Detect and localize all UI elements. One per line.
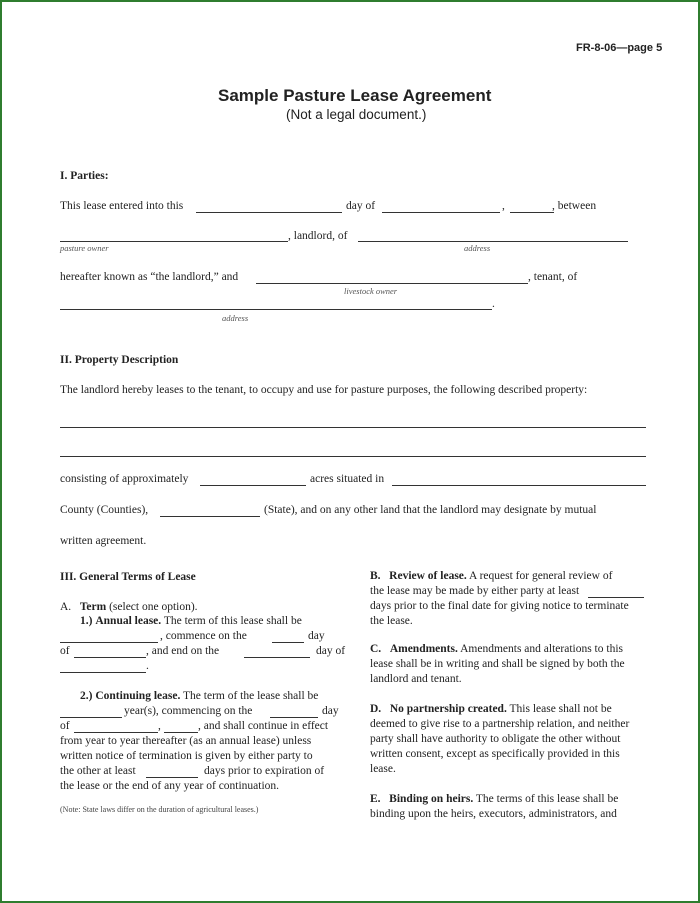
option1-day-of: day of xyxy=(316,645,346,657)
term-d-line4: written consent, except as specifically provided in this xyxy=(370,748,620,760)
option2-continue: , and shall continue in effect xyxy=(198,720,329,732)
continuing-years-blank xyxy=(60,717,122,718)
option2-text: The term of the lease shall be xyxy=(183,690,319,702)
parties-day-of: day of xyxy=(346,200,376,212)
continuing-start-day-blank xyxy=(270,717,318,718)
term-a-row xyxy=(60,601,198,613)
state-blank xyxy=(160,516,260,517)
written-agreement-text: written agreement. xyxy=(60,535,147,547)
option2-of: of xyxy=(60,720,70,732)
consisting-label: consisting of approximately xyxy=(60,473,189,485)
tenant-of-label: , tenant, of xyxy=(528,271,578,283)
parties-between: , between xyxy=(552,200,597,212)
option1-period: . xyxy=(146,660,149,672)
option2-commencing: year(s), commencing on the xyxy=(124,705,253,717)
option2-at-least: the other at least xyxy=(60,765,136,777)
annual-start-month-blank xyxy=(74,657,146,658)
acres-situated-label: acres situated in xyxy=(310,473,385,485)
option2-title: Continuing lease. xyxy=(95,690,181,702)
option2-line7: the lease or the end of any year of continuation. xyxy=(60,780,280,792)
tenant-address-period: . xyxy=(492,298,495,310)
term-a-select: (select one option). xyxy=(109,601,198,613)
term-c-line2: lease shall be in writing and shall be signed by both the xyxy=(370,658,625,670)
option1-number: 1.) xyxy=(80,615,93,627)
annual-term-blank xyxy=(60,642,158,643)
lease-year-blank xyxy=(510,212,554,213)
duration-note: (Note: State laws differ on the duration of agricultural leases.) xyxy=(60,805,259,814)
term-d-line3: party shall have authority to obligate the other without xyxy=(370,733,621,745)
caption-address-2: address xyxy=(222,313,249,323)
section-parties-heading: I. Parties: xyxy=(60,170,109,182)
lease-day-blank xyxy=(196,212,342,213)
option2-line4: from year to year thereafter (as an annual lease) unless xyxy=(60,735,312,747)
pasture-owner-blank xyxy=(60,241,288,242)
term-e-line2: binding upon the heirs, executors, administrators, and xyxy=(370,808,617,820)
landlord-address-blank xyxy=(358,241,628,242)
option2-days-prior: days prior to expiration of xyxy=(204,765,325,777)
option2-number: 2.) xyxy=(80,690,93,702)
option2-comma: , xyxy=(158,720,161,732)
term-d-line5: lease. xyxy=(370,763,396,775)
option1-day: day xyxy=(308,630,325,642)
term-d-line1: This lease shall not be xyxy=(509,703,612,715)
property-description-blank-1 xyxy=(60,427,646,428)
term-d-title: No partnership created. xyxy=(389,703,507,715)
caption-pasture-owner: pasture owner xyxy=(60,243,109,253)
option1-title: Annual lease. xyxy=(95,615,162,627)
term-b-line4: the lease. xyxy=(370,615,413,627)
livestock-owner-blank xyxy=(256,283,528,284)
term-c-label: C. xyxy=(370,643,382,655)
term-d-row xyxy=(370,703,612,715)
continuing-start-year-blank xyxy=(164,732,198,733)
annual-end-month-blank xyxy=(60,672,146,673)
term-c-title: Amendments. xyxy=(389,643,458,655)
option2-line5: written notice of termination is given by either party to xyxy=(60,750,313,762)
term-b-row xyxy=(370,570,612,582)
property-intro: The landlord hereby leases to the tenant, to occupy and use for pasture purposes, the following described property: xyxy=(60,384,588,396)
term-c-line1: Amendments and alterations to this xyxy=(460,643,623,655)
parties-comma: , xyxy=(502,200,505,212)
option2-day: day xyxy=(322,705,339,717)
section-property-heading: II. Property Description xyxy=(60,354,179,366)
term-a-label: A. xyxy=(60,601,72,613)
term-e-title: Binding on heirs. xyxy=(389,793,474,805)
option1-commence: , commence on the xyxy=(160,630,247,642)
term-e-line1: The terms of this lease shall be xyxy=(475,793,619,805)
term-c-row xyxy=(370,643,623,655)
term-c-line3: landlord and tenant. xyxy=(370,673,462,685)
continuing-start-month-blank xyxy=(74,732,158,733)
document-title: Sample Pasture Lease Agreement xyxy=(218,86,492,105)
caption-address-1: address xyxy=(464,243,491,253)
acres-blank xyxy=(200,485,306,486)
lease-month-blank xyxy=(382,212,500,213)
landlord-of-label: , landlord, of xyxy=(288,230,348,242)
term-b-label: B. xyxy=(370,570,381,582)
section-terms-heading: III. General Terms of Lease xyxy=(60,571,196,583)
option1-text: The term of this lease shall be xyxy=(163,615,302,627)
term-a-title: Term xyxy=(79,601,107,613)
caption-livestock-owner: livestock owner xyxy=(344,286,398,296)
parties-line1-text: This lease entered into this xyxy=(60,200,184,212)
term-b-line3: days prior to the final date for giving notice to terminate xyxy=(370,600,629,612)
document-subtitle: (Not a legal document.) xyxy=(286,107,427,122)
tenant-address-blank xyxy=(60,309,492,310)
review-days-blank xyxy=(588,597,644,598)
term-d-label: D. xyxy=(370,703,382,715)
option1-row xyxy=(80,615,302,627)
location-blank xyxy=(392,485,646,486)
term-d-line2: deemed to give rise to a partnership relation, and neither xyxy=(370,718,630,730)
term-e-label: E. xyxy=(370,793,381,805)
county-label: County (Counties), xyxy=(60,504,149,516)
term-e-row xyxy=(370,793,618,805)
option2-row xyxy=(80,690,318,702)
property-description-blank-2 xyxy=(60,456,646,457)
term-b-line2: the lease may be made by either party at least xyxy=(370,585,580,597)
option1-end: , and end on the xyxy=(146,645,220,657)
annual-start-day-blank xyxy=(272,642,304,643)
term-b-title: Review of lease. xyxy=(389,570,467,582)
term-b-line1: A request for general review of xyxy=(469,570,613,582)
termination-days-blank xyxy=(146,777,198,778)
annual-end-day-blank xyxy=(244,657,310,658)
option1-of: of xyxy=(60,645,70,657)
state-text: (State), and on any other land that the landlord may designate by mutual xyxy=(264,504,597,516)
parties-hereafter-text: hereafter known as “the landlord,” and xyxy=(60,271,239,283)
page-code: FR-8-06—page 5 xyxy=(576,42,663,54)
